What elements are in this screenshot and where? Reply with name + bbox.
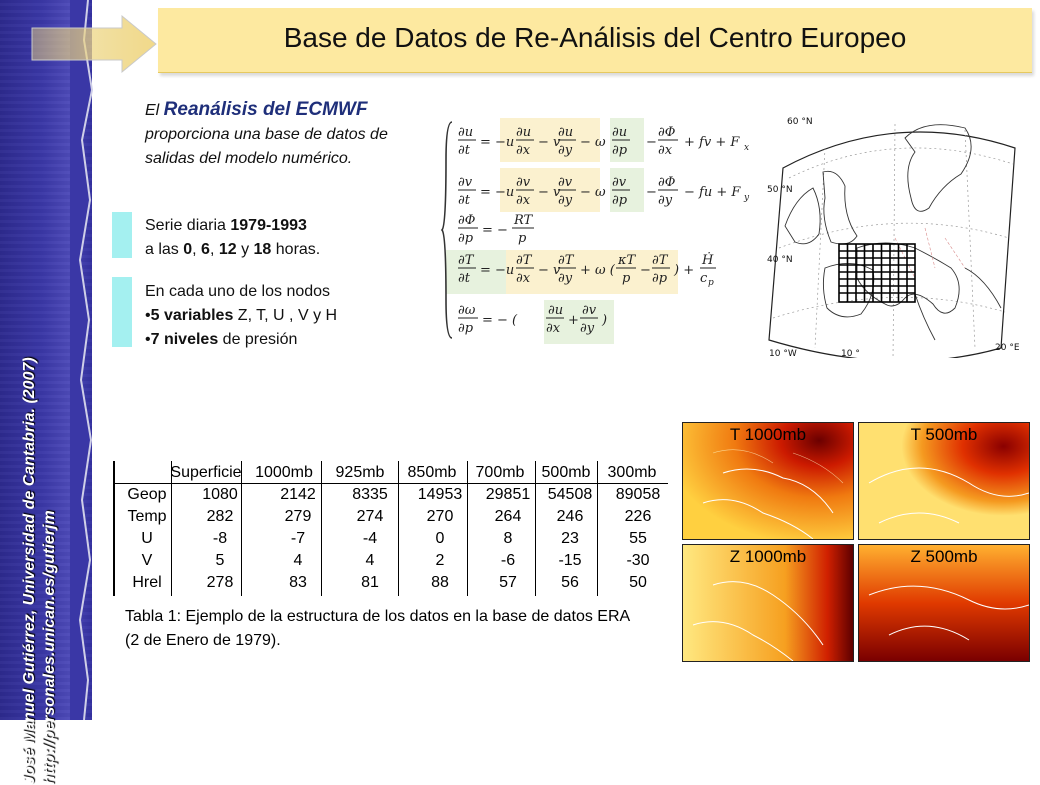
svg-text:∂y: ∂y: [558, 193, 573, 208]
table-cell: 5: [215, 552, 225, 569]
table-row-label: Hrel: [132, 574, 162, 591]
hour-sep-3: y: [236, 241, 254, 258]
variables-list: Z, T, U , V y H: [233, 307, 338, 324]
svg-text:∂v: ∂v: [582, 303, 597, 318]
table-cell: -8: [212, 530, 228, 547]
table-cell: 278: [206, 574, 234, 591]
hour-18: 18: [253, 241, 272, 258]
field-panel-t500: [858, 422, 1030, 540]
hours-suffix: horas.: [271, 241, 321, 258]
svg-text:∂x: ∂x: [516, 143, 531, 158]
svg-text:∂y: ∂y: [558, 143, 573, 158]
svg-text:∂t: ∂t: [458, 143, 470, 158]
table-border-left: [113, 461, 115, 596]
svg-text:∂x: ∂x: [516, 271, 531, 286]
panel-label: T 1000mb: [729, 425, 807, 444]
intro-paragraph: [145, 98, 435, 171]
series-marker: [112, 212, 132, 258]
table-row-label: V: [141, 552, 153, 569]
svg-text:∂p: ∂p: [612, 193, 628, 208]
svg-text:− v: − v: [538, 263, 561, 278]
svg-text:Ḣ: Ḣ: [702, 253, 714, 268]
svg-text:− v: − v: [538, 135, 561, 150]
nodes-line: En cada uno de los nodos: [145, 283, 331, 300]
hour-sep-2: ,: [209, 241, 219, 258]
table-header-cell: 925mb: [335, 464, 385, 481]
table-cell: 57: [499, 574, 517, 591]
svg-text:∂y: ∂y: [658, 193, 673, 208]
svg-text:∂v: ∂v: [558, 175, 573, 190]
svg-text:∂v: ∂v: [612, 175, 627, 190]
title-bar: [158, 8, 1032, 73]
table-caption: [125, 605, 665, 653]
arrow-right-icon: [30, 14, 158, 74]
svg-text:= −u: = −u: [480, 263, 515, 278]
svg-text:∂p: ∂p: [458, 231, 474, 246]
table-header-cell: Superficie: [170, 464, 242, 481]
field-maps: [679, 405, 1031, 655]
table-cell: -30: [626, 552, 650, 569]
svg-text:∂y: ∂y: [580, 321, 595, 336]
svg-text:∂u: ∂u: [548, 303, 564, 318]
table-cell: 88: [431, 574, 449, 591]
author-url: http://personales.unican.es/gutierjm: [41, 510, 58, 785]
svg-text:∂u: ∂u: [516, 125, 532, 140]
table-cell: 89058: [615, 486, 661, 503]
sidebar-credits: [20, 45, 60, 785]
table-cell: 246: [556, 508, 584, 525]
table-cell: 83: [289, 574, 307, 591]
table-header-cell: 300mb: [607, 464, 657, 481]
table-cell: 8335: [352, 486, 388, 503]
svg-text:− v: − v: [538, 185, 561, 200]
intro-strong: Reanálisis del ECMWF: [163, 99, 368, 120]
table-cell: 81: [361, 574, 379, 591]
table-cell: 0: [435, 530, 445, 547]
field-panel-z500: [858, 544, 1030, 662]
svg-text:−: −: [646, 185, 657, 200]
table-cell: 226: [624, 508, 652, 525]
table-cell: 2142: [280, 486, 316, 503]
torn-edge: [70, 0, 104, 720]
svg-text:= − (: = − (: [482, 313, 518, 328]
svg-text:∂u: ∂u: [612, 125, 628, 140]
table-header-cell: 700mb: [475, 464, 525, 481]
bullet-glyph: •: [145, 331, 151, 348]
svg-text:p: p: [708, 278, 714, 288]
intro-lead: El: [145, 102, 164, 119]
svg-text:∂v: ∂v: [458, 175, 473, 190]
nodes-block: [145, 280, 337, 352]
series-block: [145, 214, 320, 262]
hour-6: 6: [201, 241, 210, 258]
table-cell: -15: [558, 552, 582, 569]
table-cell: 279: [284, 508, 312, 525]
table-cell: 56: [561, 574, 579, 591]
series-prefix: Serie diaria: [145, 217, 231, 234]
table-cell: 282: [206, 508, 234, 525]
table-cell: 1080: [202, 486, 238, 503]
svg-text:= −u: = −u: [480, 135, 515, 150]
svg-text:= −: = −: [482, 223, 508, 238]
primitive-equations-image: [440, 110, 755, 350]
map-label-lon20e: 20 °E: [995, 343, 1020, 353]
svg-text:−: −: [640, 263, 651, 278]
svg-text:∂p: ∂p: [612, 143, 628, 158]
table-row-label: Temp: [127, 508, 167, 525]
table-row-label: Geop: [127, 486, 167, 503]
svg-text:∂p: ∂p: [458, 321, 474, 336]
table-cell: 2: [435, 552, 445, 569]
svg-text:∂u: ∂u: [458, 125, 474, 140]
svg-text:∂T: ∂T: [558, 253, 574, 268]
panel-label: Z 1000mb: [729, 547, 807, 566]
svg-text:p: p: [518, 231, 527, 246]
table-cell: 270: [426, 508, 454, 525]
bullet-levels: [145, 328, 337, 352]
svg-text:∂Φ: ∂Φ: [658, 175, 676, 190]
levels-count: 7 niveles: [150, 331, 219, 348]
svg-text:+ fv + F: + fv + F: [684, 135, 740, 150]
svg-text:∂T: ∂T: [652, 253, 668, 268]
table-cell: -4: [362, 530, 378, 547]
svg-text:∂x: ∂x: [658, 143, 673, 158]
europe-grid-map: [765, 108, 1027, 358]
svg-text:∂x: ∂x: [546, 321, 561, 336]
table-cell: 4: [365, 552, 375, 569]
panel-label: Z 500mb: [910, 547, 978, 566]
table-cell: 4: [293, 552, 303, 569]
svg-text:κT: κT: [618, 253, 636, 268]
caption-line-1: Tabla 1: Ejemplo de la estructura de los datos en la base de datos ERA: [125, 608, 631, 625]
era-data-table: [113, 461, 668, 596]
svg-text:− ω: − ω: [580, 135, 606, 150]
svg-text:+ ω (: + ω (: [580, 263, 615, 278]
variables-count: 5 variables: [150, 307, 234, 324]
table-header-cell: 1000mb: [255, 464, 313, 481]
svg-text:RT: RT: [514, 213, 533, 228]
caption-line-2: (2 de Enero de 1979).: [125, 632, 281, 649]
bullet-glyph: •: [145, 307, 151, 324]
svg-text:∂y: ∂y: [558, 271, 573, 286]
svg-text:): ): [602, 313, 608, 328]
table-cell: 29851: [485, 486, 531, 503]
svg-text:) +: ) +: [674, 263, 695, 278]
table-header-cell: 850mb: [407, 464, 457, 481]
svg-text:∂T: ∂T: [516, 253, 532, 268]
svg-text:∂T: ∂T: [458, 253, 474, 268]
svg-text:∂Φ: ∂Φ: [658, 125, 676, 140]
table-cell: 264: [494, 508, 522, 525]
page-title: Base de Datos de Re-Análisis del Centro Europeo: [283, 22, 907, 53]
map-label-lat50: 50 °N: [767, 185, 793, 195]
table-cell: 274: [356, 508, 384, 525]
hours-prefix: a las: [145, 241, 184, 258]
svg-text:∂t: ∂t: [458, 193, 470, 208]
svg-text:x: x: [744, 143, 750, 153]
svg-text:∂u: ∂u: [558, 125, 574, 140]
intro-rest: proporciona una base de datos de salidas del modelo numérico.: [145, 126, 388, 167]
svg-text:y: y: [744, 193, 750, 203]
series-years: 1979-1993: [230, 217, 307, 234]
svg-text:= −u: = −u: [480, 185, 515, 200]
table-cell: 50: [629, 574, 647, 591]
hour-12: 12: [218, 241, 237, 258]
field-panel-t1000: [682, 422, 854, 540]
table-cell: -6: [500, 552, 516, 569]
bullet-variables: [145, 304, 337, 328]
svg-text:− ω: − ω: [580, 185, 606, 200]
svg-text:∂v: ∂v: [516, 175, 531, 190]
svg-text:∂x: ∂x: [516, 193, 531, 208]
svg-text:c: c: [700, 271, 708, 286]
table-row-label: U: [141, 530, 153, 547]
table-cell: -7: [290, 530, 306, 547]
svg-text:∂Φ: ∂Φ: [458, 213, 476, 228]
map-label-lon10: 10 °: [841, 349, 860, 358]
svg-text:∂t: ∂t: [458, 271, 470, 286]
table-cell: 23: [561, 530, 579, 547]
svg-text:∂ω: ∂ω: [458, 303, 476, 318]
nodes-marker: [112, 277, 132, 347]
svg-text:∂p: ∂p: [652, 271, 668, 286]
levels-rest: de presión: [218, 331, 298, 348]
map-label-lat40: 40 °N: [767, 255, 793, 265]
table-header-rule: [113, 483, 668, 484]
hour-0: 0: [183, 241, 193, 258]
svg-text:−: −: [646, 135, 657, 150]
svg-text:+: +: [568, 313, 579, 328]
svg-text:− fu + F: − fu + F: [684, 185, 741, 200]
table-cell: 54508: [547, 486, 593, 503]
table-cell: 14953: [417, 486, 463, 503]
map-label-lon10w: 10 °W: [769, 349, 797, 358]
svg-text:p: p: [622, 271, 631, 286]
table-header-cell: 500mb: [541, 464, 591, 481]
hour-sep-1: ,: [192, 241, 202, 258]
author-credit: José Manuel Gutiérrez, Universidad de Cantabria. (2007): [21, 357, 38, 785]
field-panel-z1000: [682, 544, 854, 662]
panel-label: T 500mb: [910, 425, 978, 444]
map-label-lat60: 60 °N: [787, 117, 813, 127]
table-cell: 8: [503, 530, 513, 547]
table-cell: 55: [629, 530, 647, 547]
